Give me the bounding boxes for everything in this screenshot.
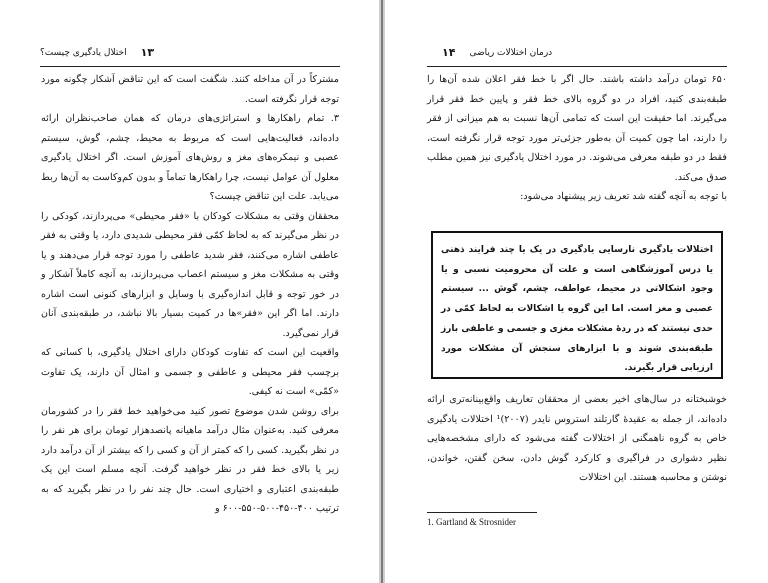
left-header-rule [40,66,340,67]
footnote-rule [427,512,537,513]
right-page [385,0,768,583]
definition-box: اختلالات یادگیری نارسایی یادگیری در یک یا چند فرایند ذهنی یا درس آموزشگاهی است و علت آن محرومیت نسبی و یا وجود اشکالاتی در محیط، عواطف، چشم، گوش ... سیستم عصبی و مغز است. اما این گروه یا اشکالات به لحاظ کمّی در حدی نیستند که در ردهٔ مشکلات مغزی و جسمی و عاطفی بارز طبقه‌بندی شوند و با ابزارهای سنجش آن مشکلات مورد ارزیابی قرار بگیرند. [431,231,723,379]
right-header-rule [427,66,727,67]
right-body-text-lower [427,390,727,488]
right-paragraph: ۶۵۰ تومان درآمد داشته باشند. حال اگر با خط فقر اعلان شده آن‌ها را طبقه‌بندی کنید، افراد در دو گروه بالای خط فقر و پایین خط فقر قرار می‌گیرند. اما حقیقت این است که تمامی آن‌ها نسبت به هم میزانی از فقر را دارند، اما چون کمیت آن به‌طور جزئی‌تر مورد توجه قرار نگرفته است، فقط در دو طبقه معرفی می‌شوند. در مورد اختلال یادگیری نیز همین مطلب صدق می‌کند. [427,74,727,183]
right-running-title: درمان اختلالات ریاضی [469,48,553,58]
right-paragraph: خوشبختانه در سال‌های اخیر بعضی از محققان تعاریف واقع‌بینانه‌تری ارائه داده‌اند، از جمله به عقیدهٔ گارتلند استروس نایدر (۲۰۰۷)¹ اختلالات یادگیری خاص به گروه ناهمگنی از اختلالات گفته می‌شود که دارای مشخصه‌هایی نظیر دشواری در فراگیری و کارکرد گوش دادن، سخن گفتن، خواندن، نوشتن و محاسبه هستند. این اختلالات [427,394,727,483]
left-body-text [41,70,339,519]
right-running-head [442,44,768,62]
left-paragraph: محققان وقتی به مشکلات کودکان با «فقر محیطی» می‌پردازند، کودکی را در نظر می‌گیرند که به لحاظ کمّی فقر محیطی شدیدی دارد، یا وقتی به فقر عاطفی اشاره می‌کنند، فقر شدید عاطفی را مورد توجه قرار می‌دهند و یا وقتی به مشکلات مغز و سیستم اعصاب می‌پردازند، به آنچه کاملاً آشکار و در خور توجه و قابل اندازه‌گیری با وسایل و ابزارهای کنونی است اشاره دارند. اما اگر این «فقر»ها در کمیت بسیار بالا نباشد، در طبقه‌بندی آنان قرار نمی‌گیرد. [41,210,339,339]
right-paragraph: با توجه به آنچه گفته شد تعریف زیر پیشنهاد می‌شود: [520,191,727,202]
footnote: 1. Gartland & Strosnider [427,517,516,527]
left-paragraph: ۳. تمام راهکارها و استراتژی‌های درمان که همان صاحب‌نظران ارائه داده‌اند، فعالیت‌هایی است که مربوط به محیط، چشم، گوش، سیستم عصبی و نیمکره‌های مغز و روش‌های آموزش است. اگر اختلال یادگیری معلول آن عوامل نیست، چرا راهکارها تماماً و بدون کم‌وکاست به آن‌ها ربط می‌یابد. علت این تناقض چیست؟ [41,113,339,202]
left-paragraph: مشترکاً در آن مداخله کنند. شگفت است که این تناقض آشکار چگونه مورد توجه قرار نگرفته است. [41,74,339,105]
right-page-number: ۱۴ [442,46,456,59]
left-page-number: ۱۳ [140,46,155,59]
left-page [0,0,380,583]
right-body-text [427,70,727,207]
left-paragraph: برای روشن شدن موضوع تصور کنید می‌خواهید خط فقر را در کشورمان معرفی کنید. به‌عنوان مثال درآمد ماهیانه پانصدهزار تومان برای هر نفر را در نظر بگیرید. کسی را که کمتر از آن و کسی را که بیشتر از آن درآمد دارد زیر یا بالای خط فقر در نظر خواهید گرفت. آنچه مسلم است این یک طبقه‌بندی اعتباری و اختیاری است. حال چند نفر را در نظر بگیرید که به ترتیب ۴۰۰-۴۵۰-۵۰۰-۵۵۰-۶۰۰ و [41,405,339,514]
left-running-head [40,44,340,62]
left-paragraph: واقعیت این است که تفاوت کودکان دارای اختلال یادگیری، با کسانی که برچسب فقر محیطی و عاطفی و جسمی و امثال آن دارند، یک تفاوت «کمّی» است نه کیفی. [41,347,339,397]
left-running-title: اختلال یادگیری چیست؟ [40,48,127,58]
